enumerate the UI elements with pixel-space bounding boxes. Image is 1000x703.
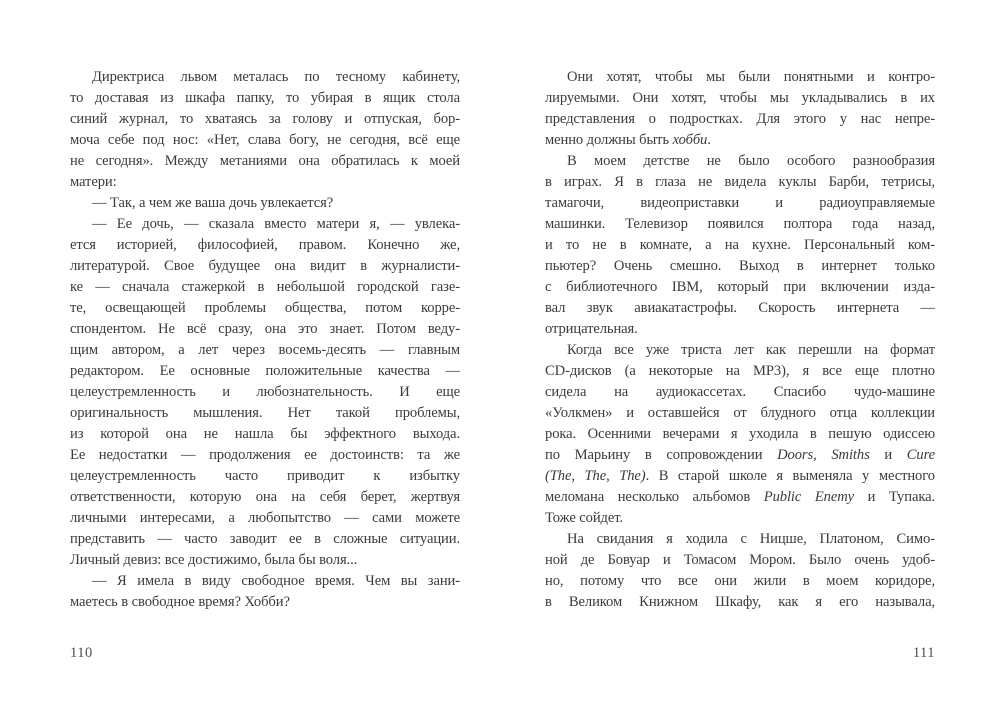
page-right (500, 0, 1000, 703)
page-number-right: 111 (912, 645, 935, 661)
text-line: — Ее дочь, — сказала вместо матери я, — увлека- (92, 216, 460, 232)
text-line: — Я имела в виду свободное время. Чем вы зани- (92, 573, 460, 589)
text-line: представления о подростках. Для этого у нас непре- (545, 111, 935, 127)
text-line: спондентом. Не всё сразу, она это знает. Потом веду- (70, 321, 460, 337)
text-line: CD-дисков (а некоторые на MP3), я все еще плотно (545, 363, 935, 379)
text-line: целеустремленность и любознательность. И еще (70, 384, 460, 400)
text-line: оригинальность мышления. Нет такой проблемы, (70, 405, 460, 421)
text-line: менно должны быть хобби. (545, 132, 711, 148)
text-line: меломана несколько альбомов Public Enemy и Тупака. (545, 489, 935, 505)
text-line: Когда все уже триста лет как перешли на формат (567, 342, 935, 358)
text-line: по Марьину в сопровождении Doors, Smiths и Cure (545, 447, 935, 463)
text-line: литературой. Свое будущее она видит в журналисти- (70, 258, 460, 274)
text-line: Личный девиз: все достижимо, была бы воля... (70, 552, 358, 568)
text-line: ной де Бовуар и Томасом Мором. Было очень удоб- (545, 552, 935, 568)
text-line: целеустремленность часто приводит к избытку (70, 468, 460, 484)
text-line: но, потому что все они жили в моем коридоре, (545, 573, 935, 589)
text-line: личными интересами, а любопытство — сами можете (70, 510, 460, 526)
text-line: маетесь в свободное время? Хобби? (70, 594, 290, 610)
text-line: Ее недостатки — продолжения ее достоинств: та же (70, 447, 460, 463)
text-line: В моем детстве не было особого разнообразия (567, 153, 935, 169)
text-line: рока. Осенними вечерами я уходила в пешую одиссею (545, 426, 935, 442)
text-line: те, освещающей проблемы общества, потом корре- (70, 300, 460, 316)
text-line: в играх. Я в глаза не видела куклы Барби, тетрисы, (545, 174, 935, 190)
text-line: — Так, а чем же ваша дочь увлекается? (92, 195, 334, 211)
page-number-left: 110 (70, 645, 93, 661)
text-line: щим автором, а лет через восемь-десять — главным (70, 342, 460, 358)
text-line: вал звук авиакатастрофы. Скорость интернета — (545, 300, 935, 316)
text-line: из которой она не нашла бы эффектного выхода. (70, 426, 460, 442)
page-left-text-block (70, 67, 460, 613)
text-line: тамагочи, видеоприставки и радиоуправляемые (545, 195, 935, 211)
page-right-text-block (545, 67, 935, 613)
text-line: На свидания я ходила с Ницше, Платоном, Симо- (567, 531, 935, 547)
text-line: сидела на аудиокассетах. Спасибо чудо-машине (545, 384, 935, 400)
text-line: ке — сначала стажеркой в небольшой городской газе- (70, 279, 460, 295)
text-line: ется историей, философией, правом. Конечно же, (70, 237, 460, 253)
text-line: Они хотят, чтобы мы были понятными и контро- (567, 69, 935, 85)
text-line: матери: (70, 174, 117, 190)
text-line: Тоже сойдет. (545, 510, 623, 526)
text-line: Директриса львом металась по тесному кабинету, (92, 69, 460, 85)
text-line: с библиотечного IBM, который при включении изда- (545, 279, 935, 295)
text-line: представить — часто заводит ее в сложные ситуации. (70, 531, 460, 547)
text-line: моча себе под нос: «Нет, слава богу, не сегодня, всё еще (70, 132, 460, 148)
text-line: «Уолкмен» и оставшейся от блудного отца коллекции (545, 405, 935, 421)
text-line: машинки. Телевизор появился полтора года назад, (545, 216, 935, 232)
text-line: (The, The, The). В старой школе я выменяла у местного (545, 468, 935, 484)
text-line: и то не в комнате, а на кухне. Персональный ком- (545, 237, 935, 253)
text-line: редактором. Ее основные положительные качества — (70, 363, 460, 379)
text-line: в Великом Книжном Шкафу, как я его называла, (545, 594, 935, 610)
text-line: пьютер? Очень смешно. Выход в интернет только (545, 258, 935, 274)
text-line: ответственности, которую она на себя берет, жертвуя (70, 489, 460, 505)
text-line: лируемыми. Они хотят, чтобы мы укладывались в их (545, 90, 935, 106)
text-line: синий журнал, то хватаясь за голову и отпуская, бор- (70, 111, 460, 127)
text-line: не сегодня». Между метаниями она обратилась к моей (70, 153, 460, 169)
text-line: отрицательная. (545, 321, 638, 337)
text-line: то доставая из шкафа папку, то убирая в ящик стола (70, 90, 460, 106)
